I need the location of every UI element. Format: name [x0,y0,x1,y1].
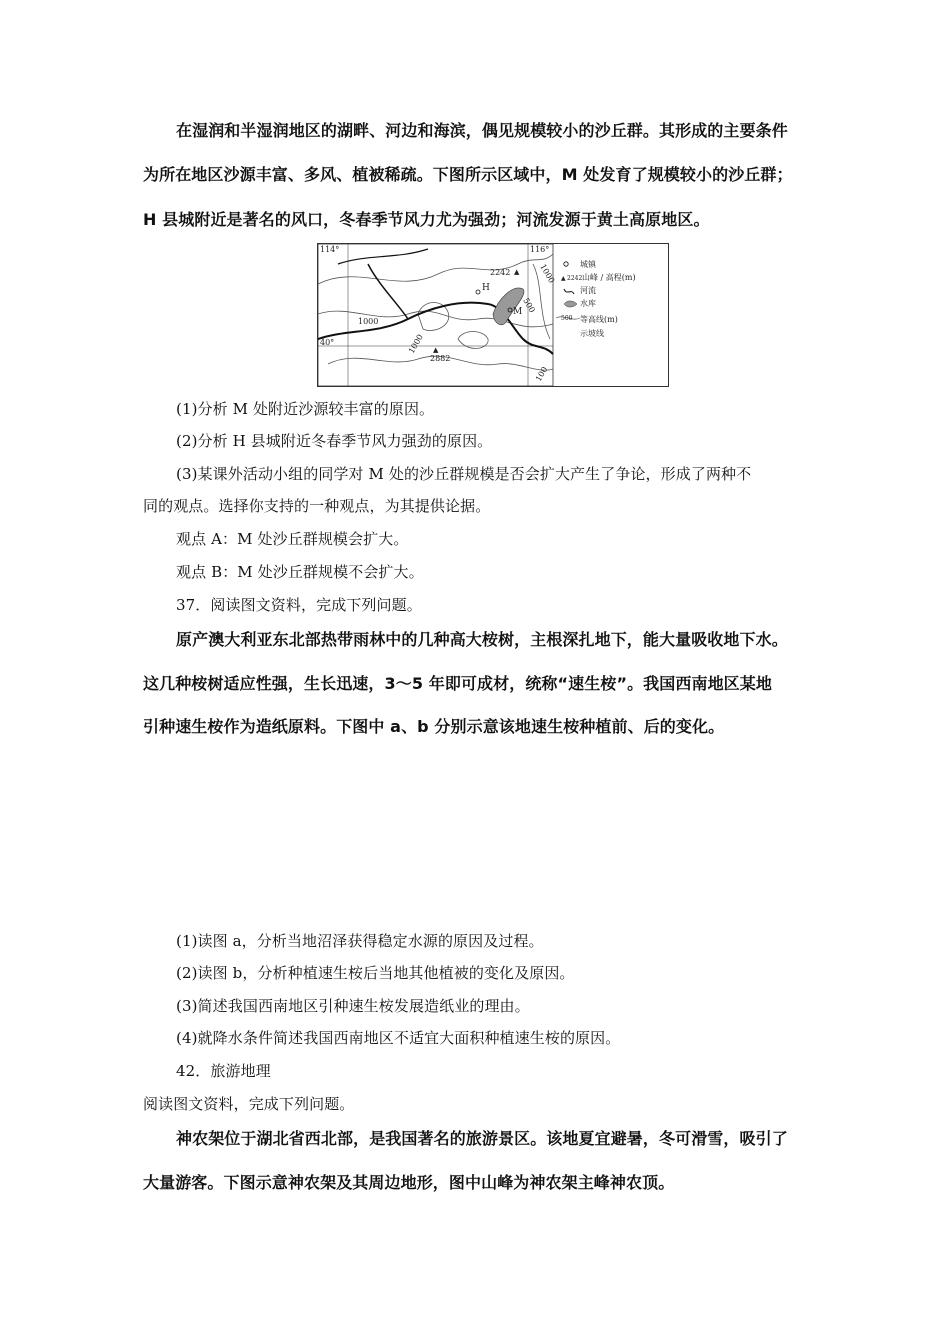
q42-para-2: 大量游客。下图示意神农架及其周边地形，图中山峰为神农架主峰神农顶。 [143,1173,675,1192]
peak-icon: ▲ [433,346,439,354]
legend-peak-icon: ▲ [561,275,566,282]
q37-para-3: 引种速生桉作为造纸原料。下图中 a、b 分别示意该地速生桉种植前、后的变化。 [143,717,725,736]
contour-500-label: 500 [521,296,537,315]
peak-icon: ▲ [514,268,520,276]
intro-line-2: 为所在地区沙源丰富、多风、植被稀疏。下图所示区域中，M 处发育了规模较小的沙丘群； [143,165,793,184]
lat-label: 40° [320,338,335,347]
q42-sub: 阅读图文资料，完成下列问题。 [143,1095,355,1113]
q37-3: (3)简述我国西南地区引种速生桉发展造纸业的理由。 [176,997,530,1015]
legend-slope: 示坡线 [580,329,604,338]
legend-peak: 山峰 / 高程(m) [582,273,636,282]
q37-2: (2)读图 b，分析种植速生桉后当地其他植被的变化及原因。 [176,964,575,982]
contour-100-label: 100 [533,365,550,383]
legend-river: 河流 [580,286,596,295]
contour-1000-label: 1000 [538,262,557,285]
q36-view-b: 观点 B：M 处沙丘群规模不会扩大。 [176,563,424,581]
contour-1000-label: 1000 [406,332,425,355]
peak1-label: 2242 [490,268,511,277]
peak2-label: 2882 [430,354,451,363]
q42-title: 42．旅游地理 [176,1062,271,1080]
q36-3a: (3)某课外活动小组的同学对 M 处的沙丘群规模是否会扩大产生了争论，形成了两种不 [176,465,752,483]
h-label: H [482,283,490,293]
q37-1: (1)读图 a，分析当地沼泽获得稳定水源的原因及过程。 [176,932,544,950]
q37-para-2: 这几种桉树适应性强，生长迅速，3～5 年即可成材，统称“速生桉”。我国西南地区某地 [143,674,772,693]
contour-1000-label: 1000 [358,317,379,326]
legend-peak-sample: 2242 [567,275,583,282]
intro-line-3: H 县城附近是著名的风口，冬春季节风力尤为强劲；河流发源于黄土高原地区。 [143,210,710,229]
legend-reservoir: 水库 [580,299,596,308]
q37-para-1: 原产澳大利亚东北部热带雨林中的几种高大桉树，主根深扎地下，能大量吸收地下水。 [176,630,788,649]
q36-3b: 同的观点。选择你支持的一种观点，为其提供论据。 [143,497,491,515]
q36-1: (1)分析 M 处附近沙源较丰富的原因。 [176,400,435,418]
lon-right-label: 116° [530,245,550,254]
q42-para-1: 神农架位于湖北省西北部，是我国著名的旅游景区。该地夏宜避暑，冬可滑雪，吸引了 [176,1129,788,1148]
legend-contour-sample: 500 [561,315,573,322]
q37-4: (4)就降水条件简述我国西南地区不适宜大面积种植速生桉的原因。 [176,1029,621,1047]
intro-line-1: 在湿润和半湿润地区的湖畔、河边和海滨，偶见规模较小的沙丘群。其形成的主要条件 [176,121,788,140]
q36-2: (2)分析 H 县城附近冬春季节风力强劲的原因。 [176,432,493,450]
lon-left-label: 114° [320,245,340,254]
contour-map [317,243,669,387]
m-label: M [513,307,523,317]
q37-title: 37．阅读图文资料，完成下列问题。 [176,596,422,614]
q36-view-a: 观点 A：M 处沙丘群规模会扩大。 [176,530,409,548]
legend-contour: 等高线(m) [580,315,618,324]
legend-town: 城镇 [580,260,596,269]
